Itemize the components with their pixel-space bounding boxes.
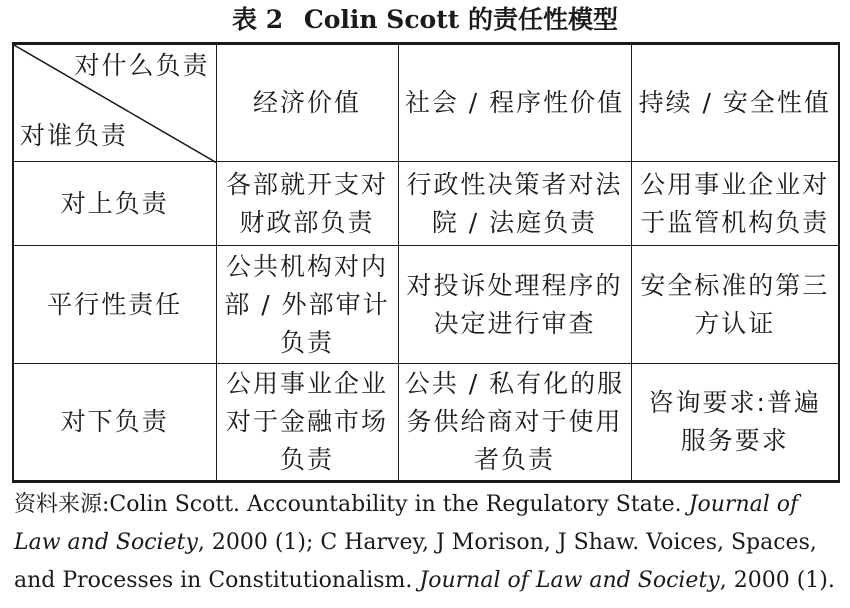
source-ref-2-end: , 2000 (1). xyxy=(719,568,835,593)
table-number: 表 2 xyxy=(231,5,284,34)
table-cell: 公共机构对内部 / 外部审计负责 xyxy=(216,246,398,364)
table-row xyxy=(13,246,839,364)
table-row xyxy=(13,364,839,482)
source-ref-1: Colin Scott. Accountability in the Regulatory State. xyxy=(109,492,682,517)
corner-header-cell xyxy=(13,44,216,162)
table-cell: 各部就开支对财政部负责 xyxy=(216,162,398,246)
source-prefix: 资料来源: xyxy=(14,492,110,517)
table-cell: 行政性决策者对法院 / 法庭负责 xyxy=(398,162,631,246)
table-cell: 咨询要求:普遍服务要求 xyxy=(631,364,839,482)
column-header: 经济价值 xyxy=(216,44,398,162)
column-header: 持续 / 安全性值 xyxy=(631,44,839,162)
row-header: 平行性责任 xyxy=(13,246,216,364)
table-cell: 对投诉处理程序的决定进行审查 xyxy=(398,246,631,364)
corner-bottom-label: 对谁负责 xyxy=(20,121,129,150)
table-cell: 公用事业企业对于金融市场负责 xyxy=(216,364,398,482)
row-header: 对上负责 xyxy=(13,162,216,246)
source-journal-1: Journal of Law and Society xyxy=(14,492,799,555)
accountability-table xyxy=(12,42,840,483)
source-journal-2: Journal of Law and Society xyxy=(419,568,720,593)
row-header: 对下负责 xyxy=(13,364,216,482)
table-title-text: Colin Scott 的责任性模型 xyxy=(303,5,619,34)
column-header: 社会 / 程序性价值 xyxy=(398,44,631,162)
table-row xyxy=(13,162,839,246)
table-cell: 公用事业企业对于监管机构负责 xyxy=(631,162,839,246)
table-cell: 安全标准的第三方认证 xyxy=(631,246,839,364)
corner-top-label: 对什么负责 xyxy=(74,51,210,80)
source-ref-1-end: , 2000 (1); C Harvey, J Morison, J Shaw. Voices, Spaces, and Processes in Constitutionalism. xyxy=(14,530,817,593)
table-title xyxy=(0,2,850,38)
source-note xyxy=(14,486,840,600)
table-cell: 公共 / 私有化的服务供给商对于使用者负责 xyxy=(398,364,631,482)
header-row xyxy=(13,44,839,162)
